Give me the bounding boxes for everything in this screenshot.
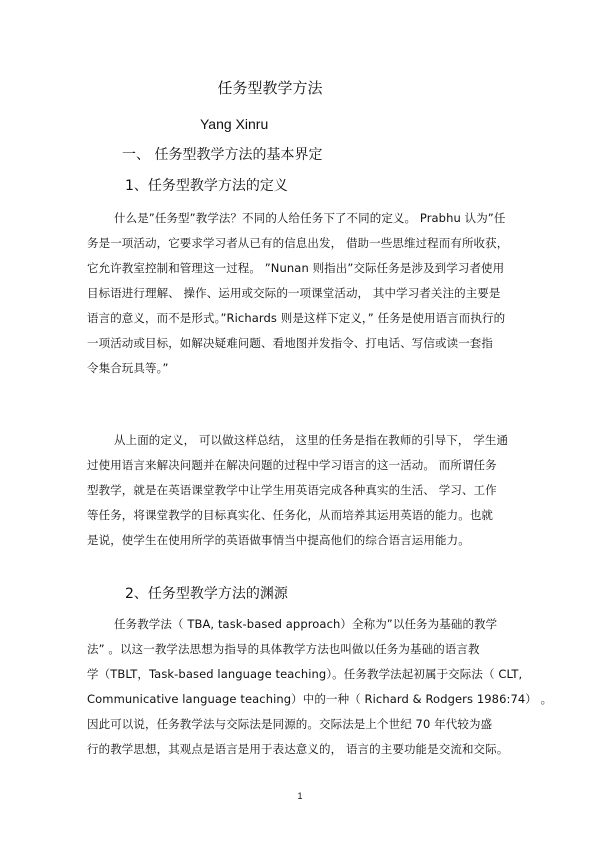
document-title: 任务型教学方法 xyxy=(217,79,323,97)
paragraph-line: 因此可以说，任务教学法与交际法是同源的。交际法是上个世纪 70 年代较为盛 xyxy=(87,717,493,731)
paragraph-line: 是说，使学生在使用所学的英语做事情当中提高他们的综合语言运用能力。 xyxy=(87,533,470,547)
page-number: 1 xyxy=(297,791,303,801)
paragraph-line: 什么是”任务型”教学法？不同的人给任务下了不同的定义。 Prabhu 认为”任 xyxy=(114,211,506,225)
subsection-heading-2: 2、任务型教学方法的渊源 xyxy=(125,586,288,602)
section-heading-1: 一、 任务型教学方法的基本界定 xyxy=(122,147,323,163)
paragraph-line: 法” 。以这一教学法思想为指导的具体教学方法也叫做以任务为基础的语言教 xyxy=(87,642,480,656)
paragraph-origin xyxy=(87,612,553,762)
paragraph-line: 令集合玩具等。” xyxy=(87,361,169,375)
paragraph-line: Communicative language teaching）中的一种（ Richard & Rodgers 1986:74） 。 xyxy=(87,692,553,706)
paragraph-line: 任务教学法（ TBA, task-based approach）全称为”以任务为基础的教学 xyxy=(114,617,498,631)
paragraph-definition xyxy=(87,206,519,381)
author-name: Yang Xinru xyxy=(200,116,269,132)
paragraph-line: 它允许教室控制和管理这一过程。 ”Nunan 则指出”交际任务是涉及到学习者使用 xyxy=(87,261,505,275)
paragraph-line: 过使用语言来解决问题并在解决问题的过程中学习语言的这一活动。 而所谓任务 xyxy=(87,458,497,472)
paragraph-line: 行的教学思想，其观点是语言是用于表达意义的， 语言的主要功能是交流和交际。 xyxy=(87,742,509,756)
paragraph-summary xyxy=(87,428,519,553)
paragraph-line: 从上面的定义， 可以做这样总结， 这里的任务是指在教师的引导下， 学生通 xyxy=(114,433,509,447)
paragraph-line: 目标语进行理解、 操作、运用或交际的一项课堂活动， 其中学习者关注的主要是 xyxy=(87,286,501,300)
paragraph-line: 语言的意义，而不是形式。”Richards 则是这样下定义，” 任务是使用语言而执行的 xyxy=(87,311,506,325)
paragraph-line: 型教学，就是在英语课堂教学中让学生用英语完成各种真实的生活、 学习、工作 xyxy=(87,483,497,497)
paragraph-line: 等任务，将课堂教学的目标真实化、任务化，从而培养其运用英语的能力。也就 xyxy=(87,508,493,522)
paragraph-line: 学（TBLT，Task-based language teaching）。任务教学法起初属于交际法（ CLT, xyxy=(87,667,523,681)
paragraph-line: 一项活动或目标，如解决疑难问题、看地图并发指令、打电话、写信或读一套指 xyxy=(87,336,493,350)
subsection-heading-1: 1、任务型教学方法的定义 xyxy=(125,178,288,194)
paragraph-line: 务是一项活动，它要求学习者从已有的信息出发， 借助一些思维过程而有所收获， xyxy=(87,236,509,250)
